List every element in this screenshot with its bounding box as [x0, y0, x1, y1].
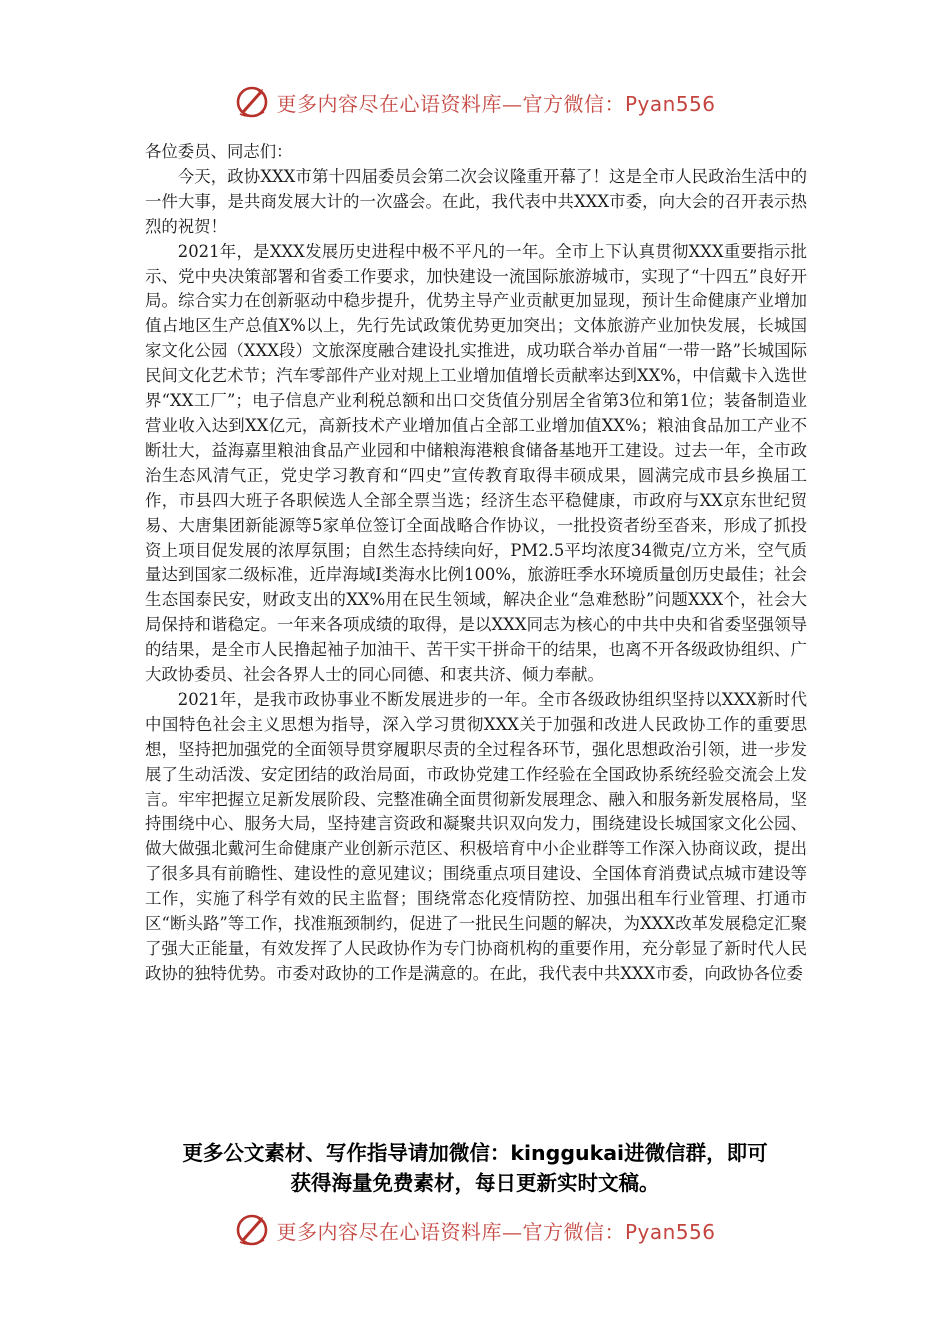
document-body [145, 140, 807, 987]
logo-icon [234, 1212, 270, 1248]
banner-text: 更多内容尽在心语资料库—官方微信：Pyan556 [276, 1219, 716, 1244]
header-watermark-banner [0, 82, 950, 122]
promo-line-2: 获得海量免费素材，每日更新实时文稿。 [290, 1171, 660, 1195]
salutation: 各位委员、同志们： [145, 142, 293, 161]
promo-line-1: 更多公文素材、写作指导请加微信：kinggukai进微信群，即可 [182, 1141, 768, 1165]
footer-watermark-banner [0, 1210, 950, 1250]
banner-handle: Pyan556 [624, 91, 716, 116]
paragraph-1: 今天，政协XXX市第十四届委员会第二次会议隆重开幕了！这是全市人民政治生活中的一件大事，是共商发展大计的一次盛会。在此，我代表中共XXX市委，向大会的召开表示热烈的祝贺！ [145, 166, 807, 236]
paragraph-3: 2021年，是我市政协事业不断发展进步的一年。全市各级政协组织坚持以XXX新时代中国特色社会主义思想为指导，深入学习贯彻XXX关于加强和改进人民政协工作的重要思想，坚持把加强党的全面领导贯穿履职尽责的全过程各环节，强化思想政治引领，进一步发展了生动活泼、安定团结的政治局面，市政协党建工作经验在全国政协系统经验交流会上发言。牢牢把握立足新发展阶段、完整准确全面贯彻新发展理念、融入和服务新发展格局，坚持围绕中心、服务大局，坚持建言资政和凝聚共识双向发力，围绕建设长城国家文化公园、做大做强北戴河生命健康产业创新示范区、积极培育中小企业群等工作深入协商议政，提出了很多具有前瞻性、建设性的意见建议；围绕重点项目建设、全国体育消费试点城市建设等工作，实施了科学有效的民主监督；围绕常态化疫情防控、加强出租车行业管理、打通市区“断头路”等工作，找准瓶颈制约，促进了一批民生问题的解决，为XXX改革发展稳定汇聚了强大正能量，有效发挥了人民政协作为专门协商机构的重要作用，充分彰显了新时代人民政协的独特优势。市委对政协的工作是满意的。在此，我代表中共XXX市委，向政协各位委 [145, 689, 807, 983]
banner-text: 更多内容尽在心语资料库—官方微信：Pyan556 [276, 91, 716, 116]
promo-notice [120, 1138, 830, 1198]
paragraph-2: 2021年，是XXX发展历史进程中极不平凡的一年。全市上下认真贯彻XXX重要指示批示、党中央决策部署和省委工作要求，加快建设一流国际旅游城市，实现了“十四五”良好开局。综合实力在创新驱动中稳步提升，优势主导产业贡献更加显现，预计生命健康产业增加值占地区生产总值X%以上，先行先试政策优势更加突出；文体旅游产业加快发展，长城国家文化公园（XXX段）文旅深度融合建设扎实推进，成功联合举办首届“一带一路”长城国际民间文化艺术节；汽车零部件产业对规上工业增加值增长贡献率达到XX%，中信戴卡入选世界“XX工厂”；电子信息产业利税总额和出口交货值分别居全省第3位和第1位；装备制造业营业收入达到XX亿元，高新技术产业增加值占全部工业增加值XX%；粮油食品加工产业不断壮大，益海嘉里粮油食品产业园和中储粮海港粮食储备基地开工建设。过去一年，全市政治生态风清气正，党史学习教育和“四史”宣传教育取得丰硕成果，圆满完成市县乡换届工作，市县四大班子各职候选人全部全票当选；经济生态平稳健康，市政府与XX京东世纪贸易、大唐集团新能源等5家单位签订全面战略合作协议，一批投资者纷至沓来，形成了抓投资上项目促发展的浓厚氛围；自然生态持续向好，PM2.5平均浓度34微克/立方米，空气质量达到国家二级标准，近岸海域Ⅰ类海水比例100%，旅游旺季水环境质量创历史最佳；社会生态国泰民安，财政支出的XX%用在民生领域，解决企业“急难愁盼”问题XXX个，社会大局保持和谐稳定。一年来各项成绩的取得，是以XXX同志为核心的中共中央和省委坚强领导的结果，是全市人民撸起袖子加油干、苦干实干拼命干的结果，也离不开各级政协组织、广大政协委员、社会各界人士的同心同德、和衷共济、倾力奉献。 [145, 241, 807, 685]
banner-handle: Pyan556 [624, 1219, 716, 1244]
logo-icon [234, 84, 270, 120]
